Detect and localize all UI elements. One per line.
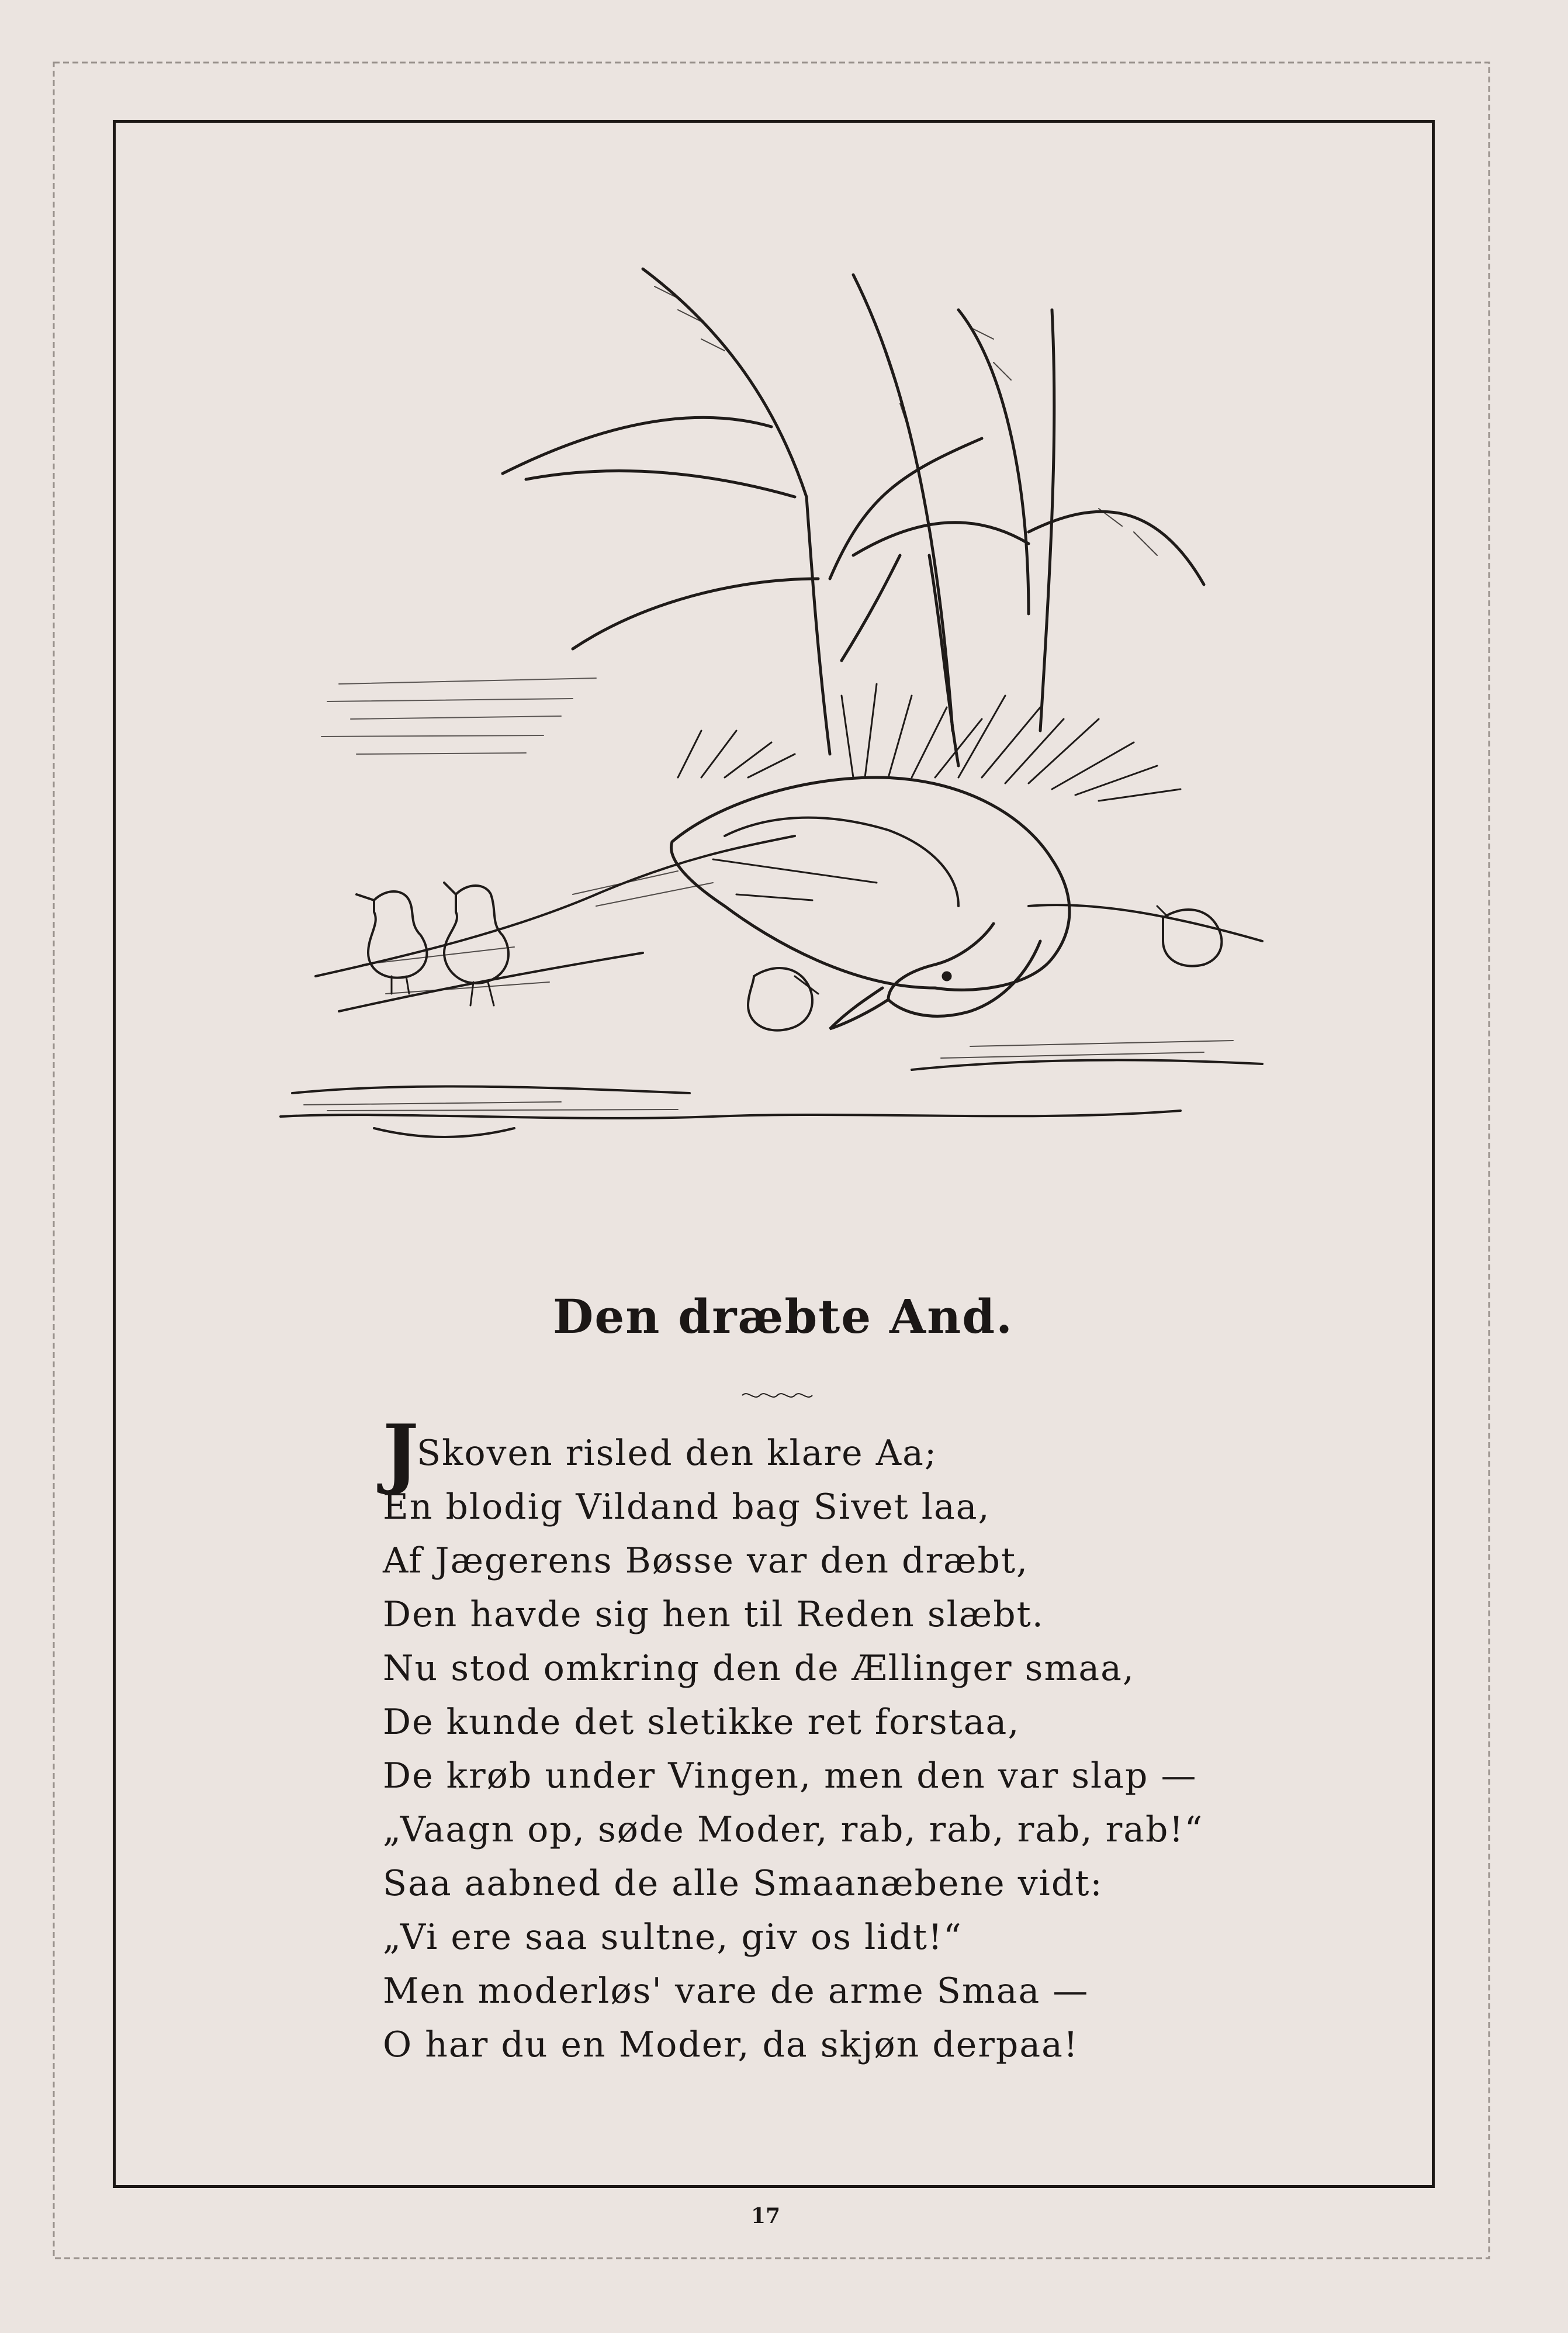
poem-line: Men moderløs' vare de arme Smaa — [383,1971,1089,2011]
poem-line: En blodig Vildand bag Sivet laa, [383,1487,991,1527]
drop-cap: J [383,1408,420,1497]
poem-line: Saa aabned de alle Smaanæbene vidt: [383,1863,1103,1904]
page-number: 17 [750,2204,781,2228]
poem-body [383,1408,1204,2072]
poem-title: Den dræbte And. [552,1289,1014,1344]
ornament-divider [739,1387,815,1404]
dead-duck-illustration [269,251,1321,1210]
poem-line: „Vaagn op, søde Moder, rab, rab, rab, rab!“ [383,1809,1204,1850]
poem-line: Af Jægerens Bøsse var den dræbt, [383,1540,1029,1581]
poem-line: De kunde det sletikke ret forstaa, [383,1702,1020,1743]
poem-line: „Vi ere saa sultne, giv os lidt!“ [383,1917,963,1958]
poem-line: O har du en Moder, da skjøn derpaa! [383,2024,1079,2065]
poem-line [383,1408,1201,1497]
poem-line: Den havde sig hen til Reden slæbt. [383,1594,1044,1635]
poem-line-text: Skoven risled den klare Aa; [417,1433,938,1474]
poem-line: Nu stod omkring den de Ællinger smaa, [383,1648,1135,1689]
poem-line: De krøb under Vingen, men den var slap — [383,1755,1197,1796]
